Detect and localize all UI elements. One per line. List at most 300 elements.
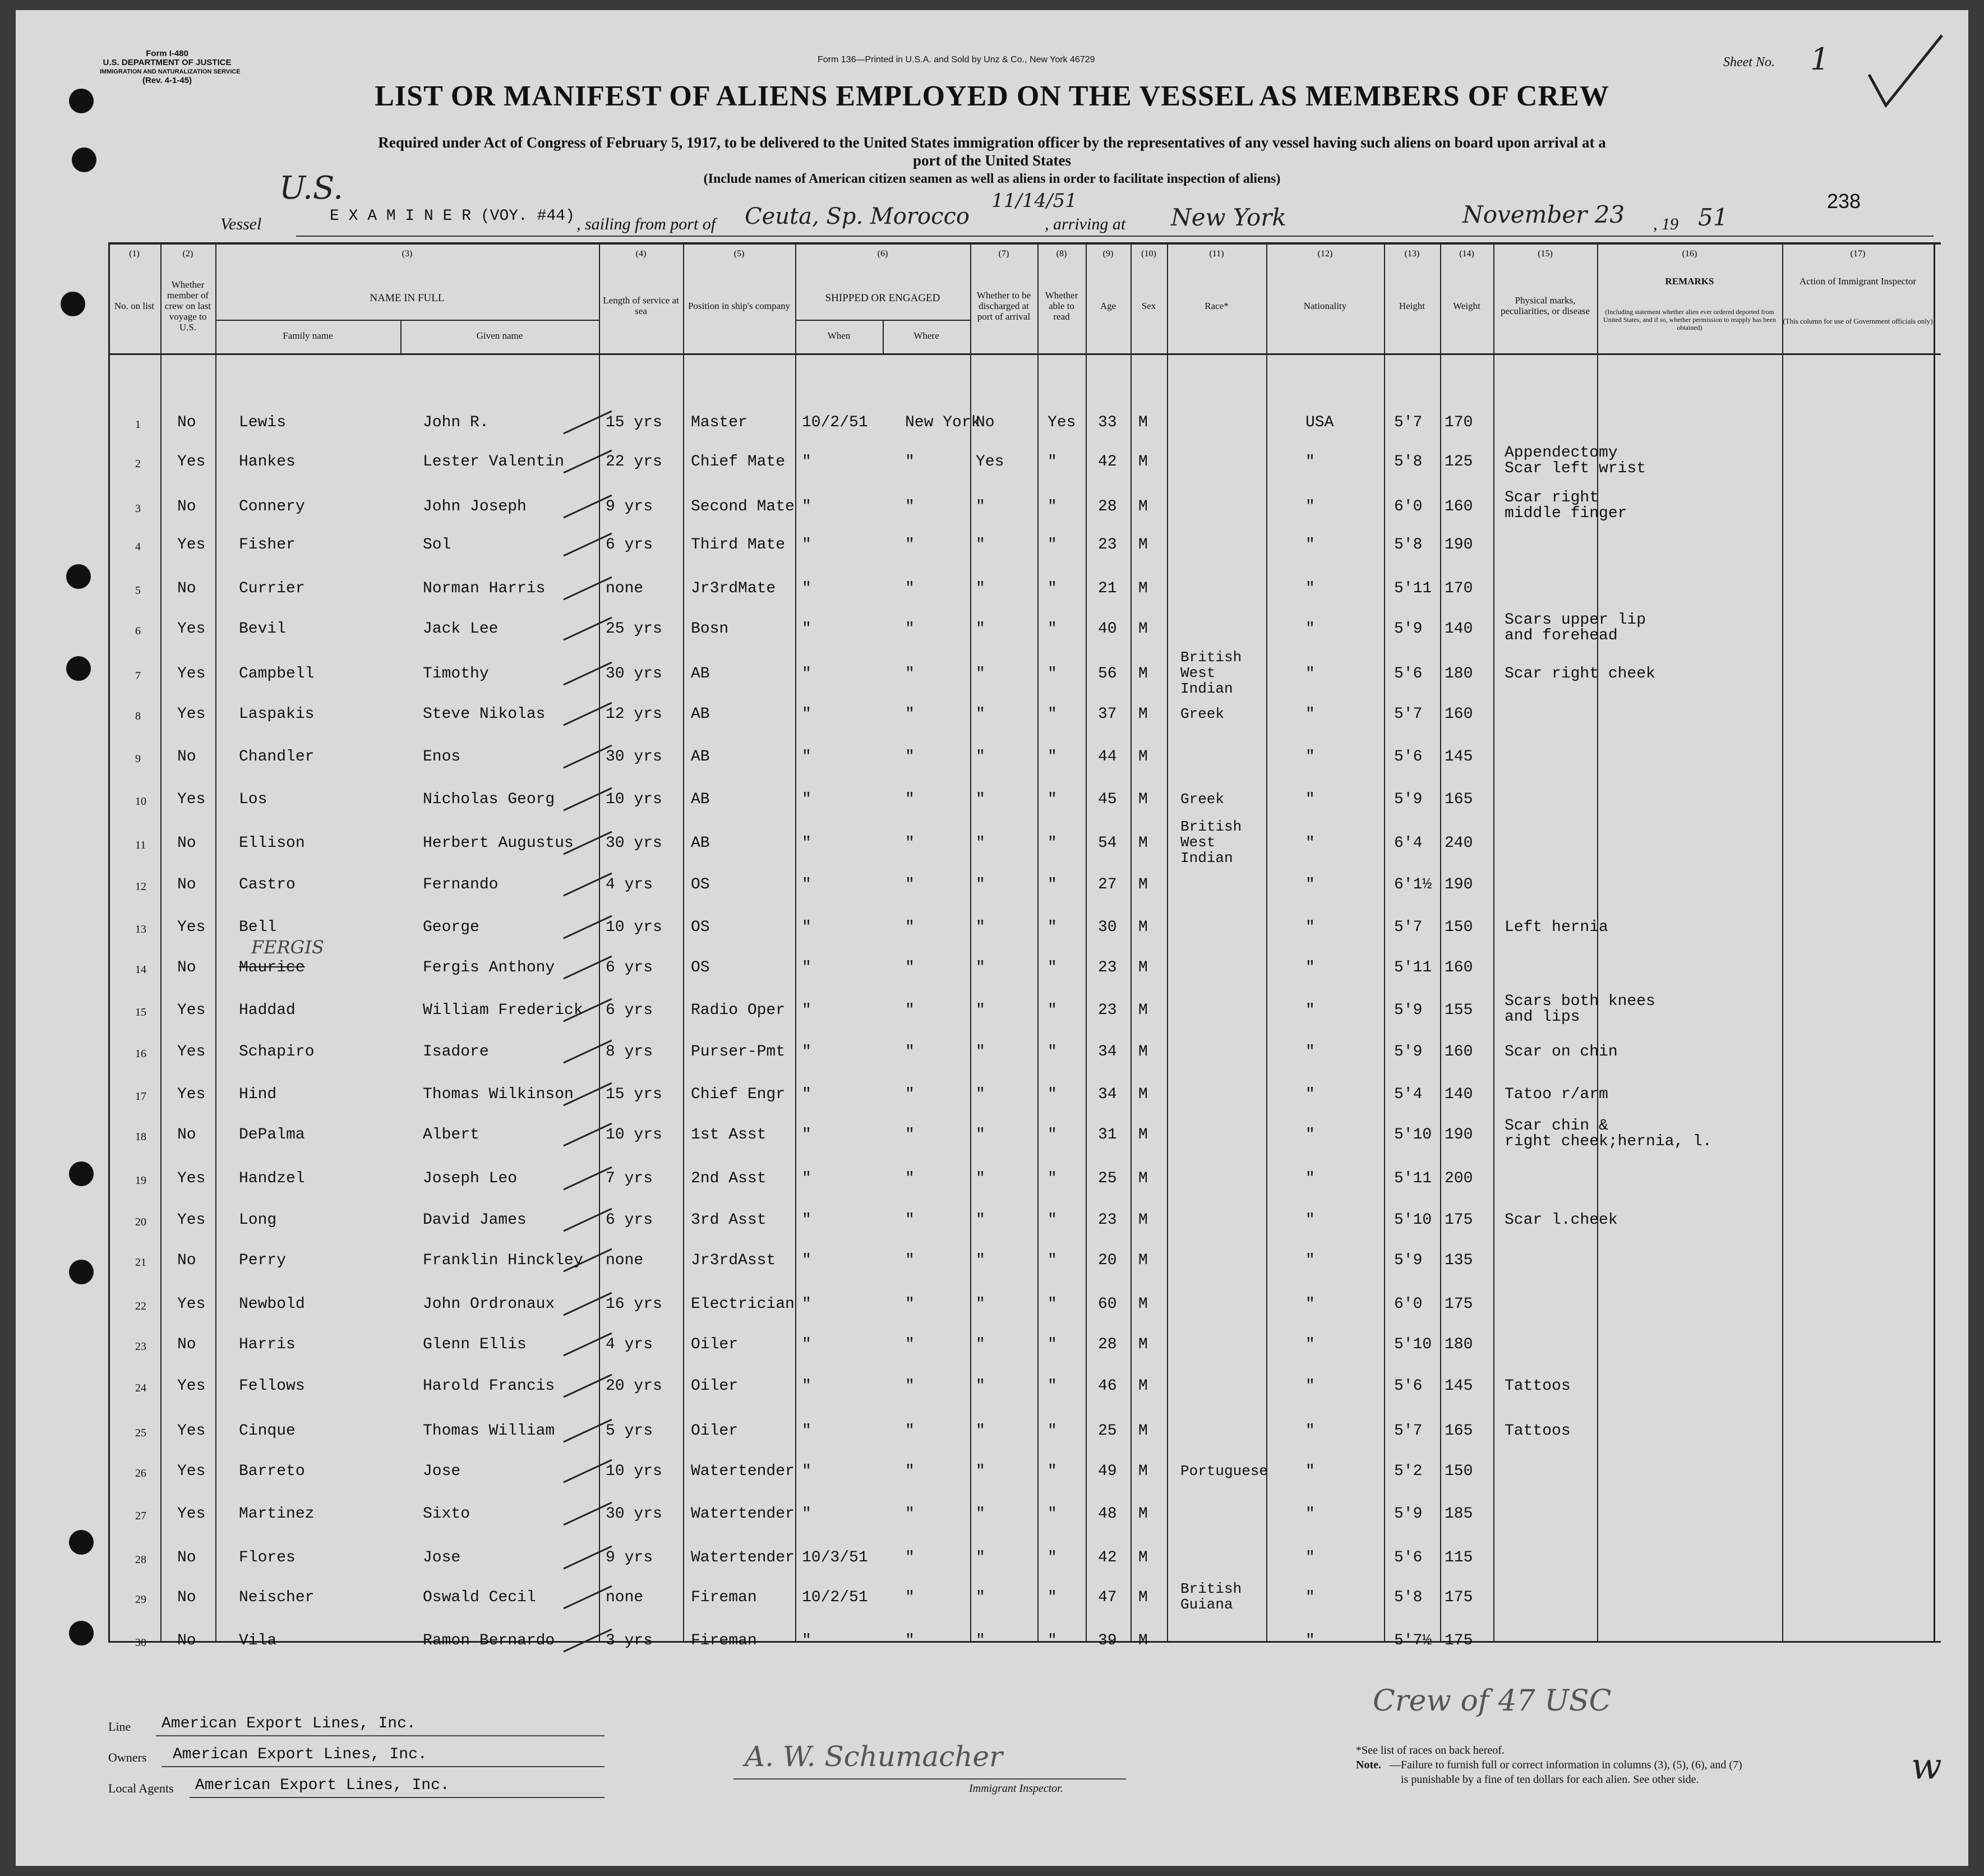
owners-underline — [162, 1766, 605, 1767]
shipped-where-cell: New York — [905, 414, 981, 431]
sex-cell: M — [1138, 665, 1148, 683]
binder-hole — [66, 656, 91, 681]
service-cell: 6 yrs — [606, 1002, 653, 1019]
height-cell: 5'7 — [1394, 919, 1423, 936]
able-to-read-cell: " — [1048, 748, 1057, 766]
given-name-cell: Harold Francis — [423, 1377, 555, 1395]
shipped-when-cell: " — [802, 706, 811, 723]
row-number: 29 — [135, 1593, 146, 1606]
inspector-label: Immigrant Inspector. — [969, 1782, 1063, 1795]
subhead-family: Family name — [283, 330, 333, 341]
age-cell: 23 — [1098, 1211, 1117, 1229]
service-cell: 6 yrs — [606, 536, 653, 554]
service-cell: none — [606, 1589, 644, 1606]
sheet-number: 1 — [1810, 42, 1830, 77]
service-cell: 5 yrs — [606, 1422, 653, 1440]
tally-stroke — [562, 1372, 613, 1400]
position-cell: Fireman — [691, 1589, 757, 1606]
shipped-where-cell: " — [905, 1549, 915, 1566]
family-name-cell: Bevil — [239, 620, 287, 638]
column-number: (14) — [1459, 249, 1474, 259]
discharged-cell: " — [976, 835, 985, 852]
given-name-cell: Fergis Anthony — [423, 959, 555, 976]
family-name-cell: Chandler — [239, 748, 315, 766]
given-name-cell: Thomas William — [423, 1422, 555, 1440]
nationality-cell: " — [1305, 1377, 1315, 1395]
row-number: 24 — [135, 1382, 146, 1394]
subhead-when: When — [827, 330, 851, 341]
position-cell: Second Mate — [691, 498, 795, 515]
able-to-read-cell: " — [1048, 1336, 1057, 1353]
height-cell: 5'6 — [1394, 665, 1423, 683]
last-voyage-cell: No — [177, 748, 196, 766]
signature-underline — [733, 1778, 1126, 1780]
row-number: 2 — [135, 458, 141, 470]
last-voyage-cell: Yes — [177, 1505, 206, 1523]
height-cell: 5'11 — [1394, 959, 1432, 976]
shipped-when-cell: " — [802, 536, 811, 554]
column-header: No. on list — [114, 300, 155, 311]
last-voyage-cell: No — [177, 876, 196, 893]
row-number: 7 — [135, 670, 141, 682]
column-divider — [1037, 242, 1039, 1642]
shipped-when-cell: " — [802, 1463, 811, 1480]
discharged-cell: " — [976, 1632, 985, 1649]
note-label: Note. — [1356, 1759, 1381, 1771]
binder-hole — [66, 564, 91, 589]
shipped-when-cell: " — [802, 1336, 811, 1353]
position-cell: Third Mate — [691, 536, 786, 554]
column-number: (7) — [998, 249, 1009, 259]
nationality-cell: " — [1305, 1463, 1315, 1480]
row-number: 10 — [135, 795, 146, 808]
shipped-when-cell: 10/2/51 — [802, 414, 868, 431]
service-cell: 30 yrs — [606, 748, 662, 766]
shipped-where-cell: " — [905, 536, 915, 554]
row-number: 15 — [135, 1006, 146, 1018]
column-number: (16) — [1682, 249, 1697, 259]
shipped-where-cell: " — [905, 1296, 915, 1313]
nationality-cell: " — [1305, 791, 1315, 808]
age-cell: 23 — [1098, 536, 1117, 554]
age-cell: 40 — [1098, 620, 1117, 638]
able-to-read-cell: " — [1048, 1211, 1057, 1229]
printer-line: Form 136—Printed in U.S.A. and Sold by Unz & Co., New York 46729 — [818, 55, 1095, 64]
name-subhead-line — [215, 320, 599, 321]
shipped-when-cell: " — [802, 1505, 811, 1523]
column-number: (10) — [1141, 249, 1156, 259]
row-number: 6 — [135, 625, 141, 637]
last-voyage-cell: No — [177, 580, 196, 597]
shipped-where-cell: " — [905, 1336, 915, 1353]
family-name-cell: Handzel — [239, 1170, 305, 1187]
column-header: Physical marks, peculiarities, or disease — [1500, 295, 1590, 316]
able-to-read-cell: " — [1048, 1002, 1057, 1019]
weight-cell: 165 — [1445, 791, 1473, 808]
shipped-where-cell: " — [905, 1377, 915, 1395]
shipped-where-cell: " — [905, 580, 915, 597]
revision: (Rev. 4-1-45) — [142, 76, 192, 85]
height-cell: 5'7 — [1394, 706, 1423, 723]
weight-cell: 135 — [1445, 1252, 1473, 1269]
family-name-cell: Harris — [239, 1336, 296, 1353]
able-to-read-cell: " — [1048, 1589, 1057, 1606]
race-cell: British West Indian — [1180, 818, 1242, 866]
sex-cell: M — [1138, 536, 1148, 554]
tally-stroke — [562, 448, 613, 476]
physical-marks-cell: Scar on chin — [1505, 1043, 1618, 1061]
able-to-read-cell: " — [1048, 498, 1057, 515]
last-voyage-cell: Yes — [177, 453, 206, 471]
position-cell: AB — [691, 665, 710, 683]
age-cell: 42 — [1098, 1549, 1117, 1566]
able-to-read-cell: " — [1048, 1252, 1057, 1269]
given-name-cell: Ramon Bernardo — [423, 1632, 555, 1649]
table-top-border — [108, 242, 1941, 245]
column-divider — [1167, 242, 1168, 1642]
position-cell: 2nd Asst — [691, 1170, 767, 1187]
height-cell: 6'1½ — [1394, 876, 1432, 893]
discharged-cell: " — [976, 1336, 985, 1353]
race-cell: British West Indian — [1180, 649, 1242, 697]
stamp-number: 238 — [1827, 190, 1861, 213]
handwritten-correction: FERGIS — [251, 937, 324, 958]
age-cell: 48 — [1098, 1505, 1117, 1523]
weight-cell: 160 — [1445, 498, 1473, 515]
row-number: 25 — [135, 1427, 146, 1439]
service-cell: 7 yrs — [606, 1170, 653, 1187]
able-to-read-cell: " — [1048, 706, 1057, 723]
column-header: Action of Immigrant Inspector — [1799, 275, 1917, 287]
physical-marks-cell: Tatoo r/arm — [1505, 1086, 1608, 1103]
family-name-cell: Flores — [239, 1549, 296, 1566]
family-name-cell: Cinque — [239, 1422, 296, 1440]
height-cell: 5'9 — [1394, 1043, 1423, 1061]
nationality-cell: " — [1305, 1632, 1315, 1649]
family-name-cell: DePalma — [239, 1126, 305, 1144]
nationality-cell: " — [1305, 498, 1315, 515]
shipped-when-cell: 10/3/51 — [802, 1549, 868, 1566]
sex-cell: M — [1138, 1377, 1148, 1395]
age-cell: 39 — [1098, 1632, 1117, 1649]
height-cell: 5'10 — [1394, 1336, 1432, 1353]
sex-cell: M — [1138, 453, 1148, 471]
sex-cell: M — [1138, 1126, 1148, 1144]
age-cell: 33 — [1098, 414, 1117, 431]
given-name-cell: Lester Valentin — [423, 453, 565, 471]
height-cell: 5'9 — [1394, 1252, 1423, 1269]
column-number: (12) — [1317, 249, 1333, 259]
binder-hole — [61, 292, 85, 316]
physical-marks-cell: Scars both knees and lips — [1505, 993, 1655, 1026]
column-divider — [1934, 242, 1935, 1642]
shipped-when-cell: " — [802, 835, 811, 852]
nationality-cell: " — [1305, 453, 1315, 471]
given-name-cell: Jose — [423, 1549, 461, 1566]
column-divider — [970, 242, 971, 1642]
nationality-cell: " — [1305, 1296, 1315, 1313]
tally-stroke — [562, 574, 613, 602]
height-cell: 5'6 — [1394, 1549, 1423, 1566]
age-cell: 54 — [1098, 835, 1117, 852]
position-cell: Chief Engr — [691, 1086, 786, 1103]
able-to-read-cell: " — [1048, 1043, 1057, 1061]
service-cell: 16 yrs — [606, 1296, 662, 1313]
shipped-where-cell: " — [905, 959, 915, 976]
shipped-when-cell: " — [802, 1170, 811, 1187]
position-cell: Watertender — [691, 1463, 795, 1480]
last-voyage-cell: Yes — [177, 1170, 206, 1187]
physical-marks-cell: Scar right middle finger — [1505, 489, 1627, 522]
family-name-cell: Los — [239, 791, 267, 808]
tally-stroke — [562, 531, 613, 559]
given-name-cell: Norman Harris — [423, 580, 546, 597]
binder-hole — [69, 1161, 94, 1186]
weight-cell: 115 — [1445, 1549, 1473, 1566]
nationality-cell: " — [1305, 1252, 1315, 1269]
nationality-cell: " — [1305, 1549, 1315, 1566]
discharged-cell: " — [976, 706, 985, 723]
arrival-year-prefix: , 19 — [1653, 215, 1678, 233]
race-cell: Greek — [1180, 706, 1225, 722]
header-bottom-border — [108, 353, 1941, 355]
crew-note: Crew of 47 USC — [1373, 1684, 1612, 1718]
row-number: 12 — [135, 881, 146, 893]
tally-stroke — [562, 829, 613, 857]
nationality-cell: " — [1305, 536, 1315, 554]
column-number: (9) — [1102, 249, 1114, 259]
position-cell: Bosn — [691, 620, 729, 638]
height-cell: 5'6 — [1394, 748, 1423, 766]
nationality-cell: " — [1305, 620, 1315, 638]
weight-cell: 150 — [1445, 919, 1473, 936]
subhead-remarks-note: (Including statement whether alien ever ordered deported from United States, and if so, whether permission to reapply has been obtained) — [1603, 308, 1776, 331]
family-name-cell: Bell — [239, 919, 277, 936]
discharged-cell: " — [976, 1252, 985, 1269]
given-name-cell: Timothy — [423, 665, 489, 683]
sex-cell: M — [1138, 706, 1148, 723]
tally-stroke — [562, 1457, 613, 1485]
shipped-where-cell: " — [905, 1126, 915, 1144]
manifest-sheet — [16, 10, 1968, 1866]
age-cell: 25 — [1098, 1170, 1117, 1187]
last-voyage-cell: No — [177, 835, 196, 852]
last-voyage-cell: No — [177, 1252, 196, 1269]
page-title: LIST OR MANIFEST OF ALIENS EMPLOYED ON THE VESSEL AS MEMBERS OF CREW — [375, 80, 1609, 112]
sex-cell: M — [1138, 580, 1148, 597]
column-number: (4) — [635, 249, 647, 259]
family-name-cell: Hind — [239, 1086, 277, 1103]
height-cell: 5'9 — [1394, 1505, 1423, 1523]
family-name-cell: Hankes — [239, 453, 296, 471]
able-to-read-cell: " — [1048, 959, 1057, 976]
given-name-cell: Albert — [423, 1126, 479, 1144]
shipped-where-cell: " — [905, 748, 915, 766]
service-cell: 10 yrs — [606, 1463, 662, 1480]
last-voyage-cell: Yes — [177, 1296, 206, 1313]
last-voyage-cell: Yes — [177, 1002, 206, 1019]
shipped-where-cell: " — [905, 706, 915, 723]
shipped-when-cell: " — [802, 1211, 811, 1229]
weight-cell: 165 — [1445, 1422, 1473, 1440]
position-cell: AB — [691, 835, 710, 852]
height-cell: 5'10 — [1394, 1126, 1432, 1144]
given-name-cell: Thomas Wilkinson — [423, 1086, 574, 1103]
age-cell: 37 — [1098, 706, 1117, 723]
age-cell: 25 — [1098, 1422, 1117, 1440]
row-number: 19 — [135, 1174, 146, 1187]
discharged-cell: " — [976, 919, 985, 936]
weight-cell: 150 — [1445, 1463, 1473, 1480]
sex-cell: M — [1138, 1632, 1148, 1649]
height-cell: 5'7 — [1394, 1422, 1423, 1440]
row-number: 20 — [135, 1216, 146, 1228]
height-cell: 5'9 — [1394, 620, 1423, 638]
physical-marks-cell: Scar l.cheek — [1505, 1211, 1618, 1229]
family-name-cell: Ellison — [239, 835, 305, 852]
line-underline — [156, 1735, 605, 1736]
service-cell: 6 yrs — [606, 959, 653, 976]
weight-cell: 170 — [1445, 414, 1473, 431]
age-cell: 56 — [1098, 665, 1117, 683]
nationality-cell: " — [1305, 1170, 1315, 1187]
column-divider — [108, 242, 110, 1642]
position-cell: 3rd Asst — [691, 1211, 767, 1229]
able-to-read-cell: " — [1048, 536, 1057, 554]
age-cell: 23 — [1098, 959, 1117, 976]
service-cell: 9 yrs — [606, 1549, 653, 1566]
given-name-cell: David James — [423, 1211, 527, 1229]
row-number: 13 — [135, 923, 146, 935]
shipped-where-cell: " — [905, 1422, 915, 1440]
tally-stroke — [562, 743, 613, 771]
height-cell: 5'8 — [1394, 536, 1423, 554]
sailing-label: , sailing from port of — [576, 215, 716, 233]
family-name-cell: Vila — [239, 1632, 277, 1649]
service-cell: 10 yrs — [606, 919, 662, 936]
nationality-cell: " — [1305, 580, 1315, 597]
last-voyage-cell: Yes — [177, 1043, 206, 1061]
service-cell: 4 yrs — [606, 876, 653, 893]
position-cell: Fireman — [691, 1632, 757, 1649]
sex-cell: M — [1138, 919, 1148, 936]
shipped-where-cell: " — [905, 498, 915, 515]
row-number: 17 — [135, 1090, 146, 1103]
able-to-read-cell: " — [1048, 1422, 1057, 1440]
tally-stroke — [562, 1417, 613, 1445]
nationality-cell: " — [1305, 1336, 1315, 1353]
sex-cell: M — [1138, 1505, 1148, 1523]
nationality-cell: " — [1305, 835, 1315, 852]
weight-cell: 155 — [1445, 1002, 1473, 1019]
shipped-when-cell: " — [802, 791, 811, 808]
row-number: 4 — [135, 541, 141, 553]
position-cell: Master — [691, 414, 748, 431]
given-name-cell: Glenn Ellis — [423, 1336, 527, 1353]
service-cell: 30 yrs — [606, 835, 662, 852]
age-cell: 44 — [1098, 748, 1117, 766]
family-name-cell: Fisher — [239, 536, 296, 554]
column-divider — [1266, 242, 1267, 1642]
able-to-read-cell: " — [1048, 1632, 1057, 1649]
weight-cell: 160 — [1445, 1043, 1473, 1061]
weight-cell: 190 — [1445, 876, 1473, 893]
height-cell: 5'9 — [1394, 1002, 1423, 1019]
inspector-signature: A. W. Schumacher — [745, 1740, 1003, 1773]
given-name-cell: Jack Lee — [423, 620, 499, 638]
row-number: 28 — [135, 1554, 146, 1566]
tally-stroke — [562, 615, 613, 643]
shipped-where-cell: " — [905, 1505, 915, 1523]
owners-value: American Export Lines, Inc. — [173, 1746, 427, 1763]
tally-stroke — [562, 1164, 613, 1192]
sex-cell: M — [1138, 876, 1148, 893]
family-name-cell: Connery — [239, 498, 305, 515]
tally-stroke — [562, 1038, 613, 1066]
column-header: Whether to be discharged at port of arrival — [976, 289, 1031, 322]
weight-cell: 125 — [1445, 453, 1473, 471]
column-header: Weight — [1453, 300, 1480, 311]
column-divider — [215, 242, 216, 1642]
position-cell: Oiler — [691, 1336, 739, 1353]
able-to-read-cell: " — [1048, 1549, 1057, 1566]
service-cell: 3 yrs — [606, 1632, 653, 1649]
column-number: (6) — [877, 249, 888, 259]
nationality-cell: " — [1305, 1086, 1315, 1103]
shipped-where-cell: " — [905, 1211, 915, 1229]
subhead-given: Given name — [476, 330, 523, 341]
given-name-cell: Fernando — [423, 876, 499, 893]
row-number: 8 — [135, 710, 141, 722]
shipped-when-cell: " — [802, 1632, 811, 1649]
height-cell: 5'9 — [1394, 791, 1423, 808]
service-cell: 10 yrs — [606, 1126, 662, 1144]
initial-mark: w — [1911, 1746, 1942, 1787]
sex-cell: M — [1138, 748, 1148, 766]
position-cell: AB — [691, 748, 710, 766]
height-cell: 5'7½ — [1394, 1632, 1432, 1649]
position-cell: Watertender — [691, 1505, 795, 1523]
discharged-cell: " — [976, 620, 985, 638]
shipped-when-cell: " — [802, 1002, 811, 1019]
given-name-cell: John Joseph — [423, 498, 527, 515]
discharged-cell: " — [976, 1296, 985, 1313]
shipped-where-cell: " — [905, 453, 915, 471]
discharged-cell: " — [976, 1126, 985, 1144]
shipped-when-cell: " — [802, 580, 811, 597]
able-to-read-cell: " — [1048, 1463, 1057, 1480]
weight-cell: 145 — [1445, 1377, 1473, 1395]
column-number: (17) — [1850, 249, 1866, 259]
last-voyage-cell: Yes — [177, 536, 206, 554]
arriving-label: , arriving at — [1045, 215, 1126, 233]
shipped-when-cell: " — [802, 1252, 811, 1269]
discharged-cell: " — [976, 959, 985, 976]
column-header: Age — [1100, 300, 1116, 311]
column-number: (2) — [182, 249, 193, 259]
nationality-cell: " — [1305, 1505, 1315, 1523]
column-header: Position in ship's company — [688, 300, 791, 311]
tally-stroke — [562, 700, 613, 728]
binder-hole — [69, 1621, 94, 1645]
shipped-when-cell: " — [802, 748, 811, 766]
able-to-read-cell: " — [1048, 876, 1057, 893]
vessel-label: Vessel — [220, 215, 262, 233]
weight-cell: 175 — [1445, 1296, 1473, 1313]
discharged-cell: " — [976, 1549, 985, 1566]
shipped-where-cell: " — [905, 1002, 915, 1019]
weight-cell: 190 — [1445, 536, 1473, 554]
